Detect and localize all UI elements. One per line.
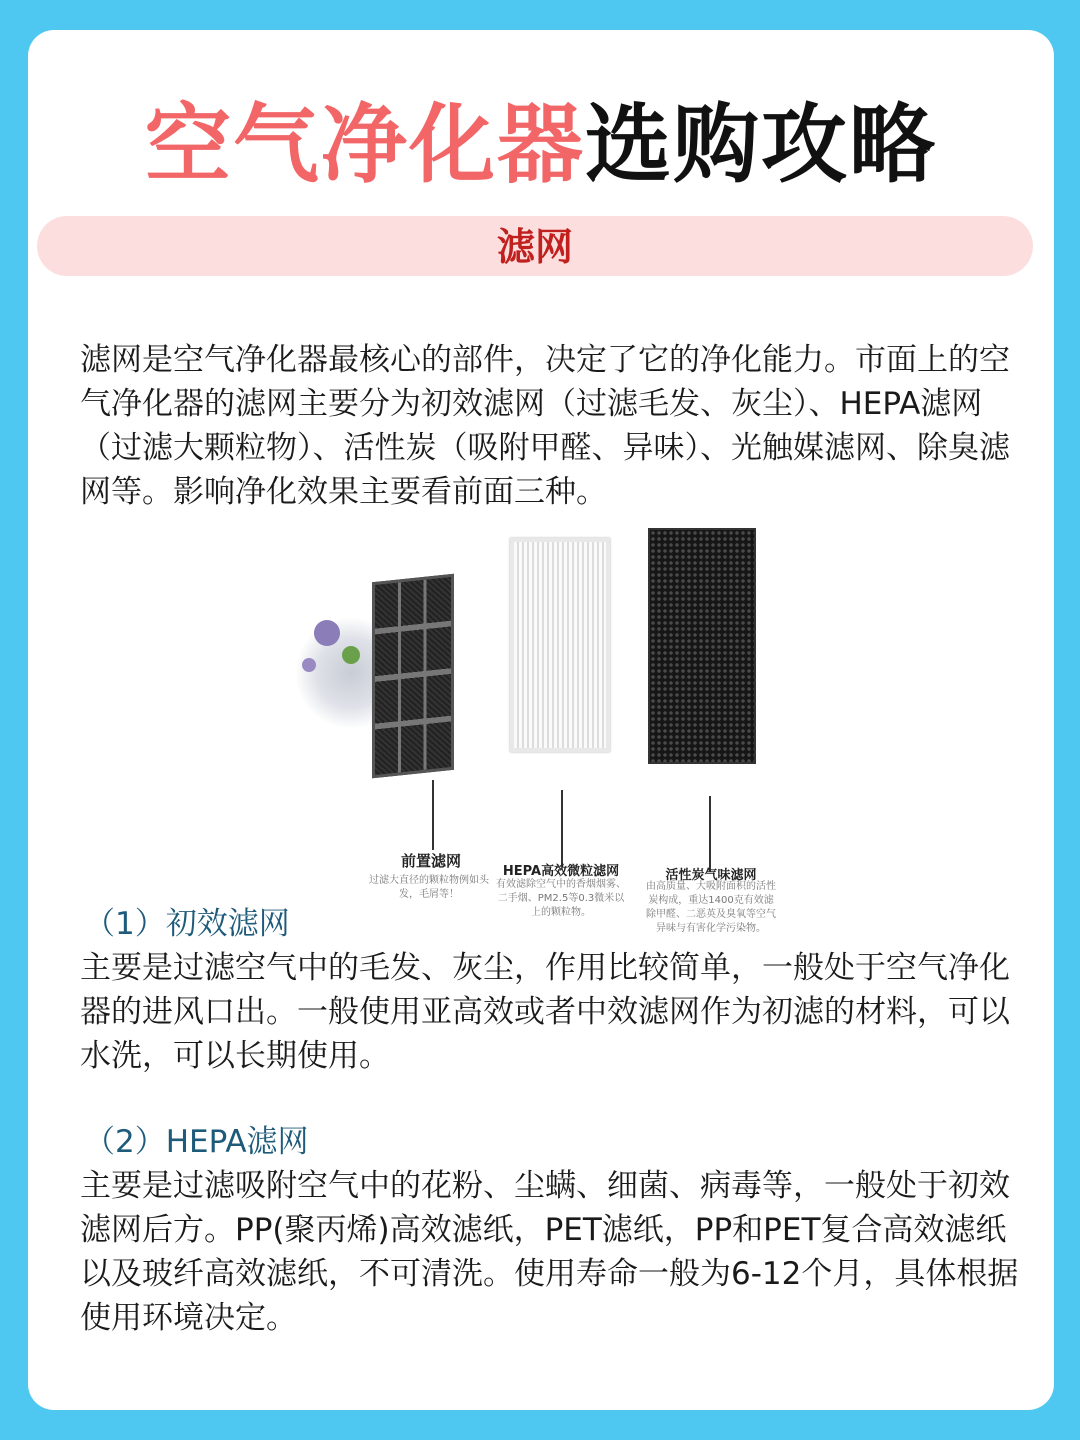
intro-paragraph: 滤网是空气净化器最核心的部件，决定了它的净化能力。市面上的空气净化器的滤网主要分为初效滤网（过滤毛发、灰尘）、HEPA滤网（过滤大颗粒物）、活性炭（吸附甲醛、异味）、光触媒滤网、除臭滤网等。影响净化效果主要看前面三种。 — [80, 342, 1010, 510]
title-rest: 选购攻略 — [585, 95, 937, 195]
item-paragraph: 主要是过滤空气中的毛发、灰尘，作用比较简单，一般处于空气净化器的进风口出。一般使用亚高效或者中效滤网作为初滤的材料，可以水洗，可以长期使用。 — [80, 950, 1010, 1074]
filter-description: 由高质量、大吸附面积的活性炭构成，重达1400克有效滤除甲醛、二恶英及臭氧等空气异味与有害化学污染物。 — [646, 881, 776, 934]
section-header: 滤网 — [37, 216, 1033, 276]
item-paragraph: 主要是过滤吸附空气中的花粉、尘螨、细菌、病毒等，一般处于初效滤网后方。PP(聚丙烯)高效滤纸，PET滤纸，PP和PET复合高效滤纸以及玻纤高效滤纸，不可清洗。使用寿命一般为6-12个月，具体根据使用环境决定。 — [80, 1168, 1019, 1336]
content-card — [28, 30, 1054, 1410]
label-line — [432, 780, 434, 850]
germ-icon — [314, 620, 340, 646]
subheading: （2）HEPA滤网 — [84, 1124, 309, 1160]
filter-description: 过滤大直径的颗粒物例如头发，毛屑等！ — [369, 875, 489, 900]
filter-label: 前置滤网 — [400, 852, 461, 870]
pre-filter-image — [372, 574, 454, 779]
hepa-filter-image — [510, 538, 610, 752]
filter-description: 有效滤除空气中的香烟烟雾、二手烟、PM2.5等0.3微米以上的颗粒物。 — [496, 879, 626, 918]
label-line — [561, 790, 563, 866]
carbon-filter-image — [648, 528, 756, 764]
subheading: （1）初效滤网 — [84, 906, 290, 942]
filter-label: HEPA高效微粒滤网 — [502, 864, 620, 879]
title-highlight: 空气净化器 — [145, 95, 585, 195]
page-title — [28, 90, 1054, 200]
filter-label: 活性炭气味滤网 — [665, 868, 757, 883]
germ-icon — [342, 646, 360, 664]
label-line — [709, 796, 711, 872]
germ-icon — [302, 658, 316, 672]
filter-illustration — [296, 508, 796, 934]
